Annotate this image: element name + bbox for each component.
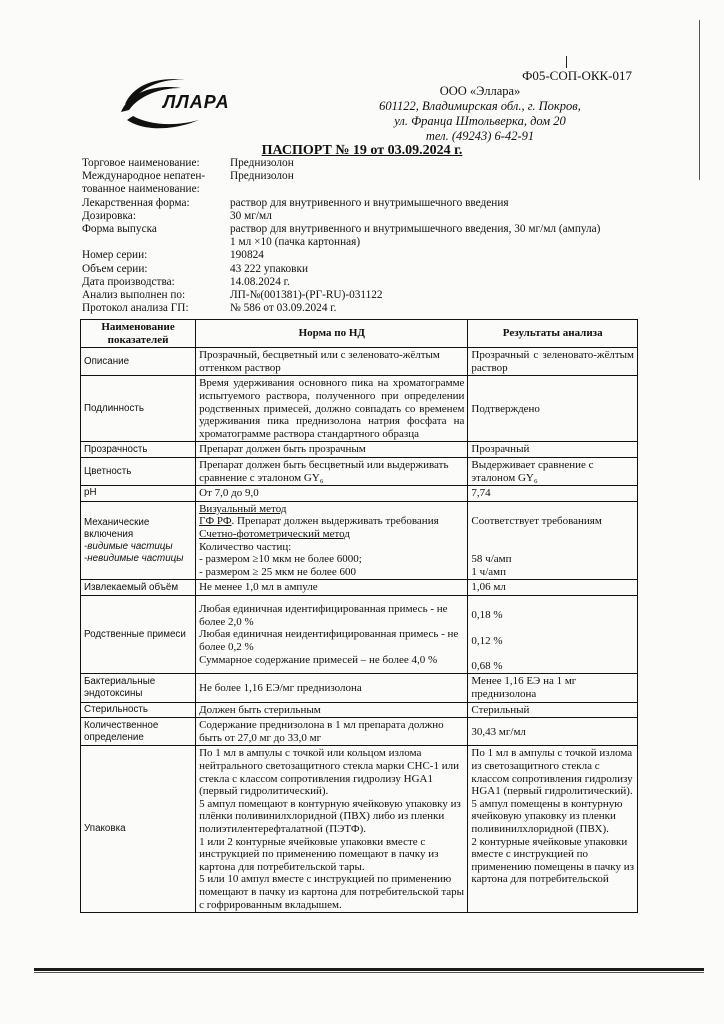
result-cell: Прозрачный с зеленовато-жёлтым раствор xyxy=(468,348,638,376)
meta-value: 43 222 упаковки xyxy=(230,262,309,275)
analysis-table xyxy=(80,319,638,913)
result-cell xyxy=(468,595,638,674)
result-packaging-p2: 5 ампул помещены в контурную ячейковую упаковку из пленки поливинилхлоридной (ПВХ). xyxy=(471,797,623,835)
norm-cell xyxy=(196,501,468,580)
norm-packaging-p3: 1 или 2 контурные ячейковые упаковки вместе с инструкцией по применению помещают в пачку из картона для потребительской тары. xyxy=(199,835,439,873)
meta-value: Преднизолон xyxy=(230,157,294,169)
table-header-row xyxy=(81,320,638,348)
scan-bottom-edge xyxy=(34,968,704,971)
norm-cell xyxy=(196,746,468,913)
indicator-cell: Подлинность xyxy=(81,376,196,442)
result-cell: Выдерживает сравнение с эталоном GY₆ xyxy=(468,457,638,485)
result-impurity-unidentified: 0,12 % xyxy=(471,634,503,647)
meta-value xyxy=(230,183,682,196)
header-norm: Норма по НД xyxy=(196,320,468,348)
norm-packaging-p1: По 1 мл в ампулы с точкой или кольцом излома нейтрального светозащитного стекла марки СНС-1 или стекла с классом сопротивления гидролизу HGA1 (первый гидролитический). xyxy=(199,747,459,798)
indicator-cell: Стерильность xyxy=(81,702,196,718)
company-address-line-2: ул. Франца Штольверка, дом 20 xyxy=(394,114,566,128)
company-phone: тел. (49243) 6-42-91 xyxy=(425,129,535,143)
meta-value: № 586 от 03.09.2024 г. xyxy=(230,302,337,315)
scan-mark xyxy=(566,56,567,68)
meta-label: Номер серии: xyxy=(82,249,148,262)
result-cell: Стерильный xyxy=(468,702,638,718)
meta-label: Дата производства: xyxy=(82,275,175,288)
norm-cell: Время удерживания основного пика на хроматограмме испытуемого раствора, полученного при определении родственных примесей, должно совпадать со временем удерживания пика преднизолона натрия фосфата на хроматограмме раствора стандартного образца xyxy=(196,376,468,442)
meta-row xyxy=(82,183,682,196)
meta-label xyxy=(82,236,230,249)
table-row xyxy=(81,580,638,596)
result-size-25: 1 ч/амп xyxy=(471,565,506,578)
norm-impurity-identified: Любая единичная идентифицированная примесь - не более 2,0 % xyxy=(199,603,448,628)
meta-row xyxy=(82,302,682,315)
indicator-cell: Цветность xyxy=(81,457,196,485)
meta-label: Лекарственная форма: xyxy=(82,196,190,209)
meta-row xyxy=(82,236,682,249)
indicator-sub-visible: -видимые частицы xyxy=(84,540,173,552)
indicator-cell: Количественное определение xyxy=(81,718,196,746)
meta-row xyxy=(82,157,682,170)
norm-packaging-p4: 5 или 10 ампул вместе с инструкцией по применению помещают в пачку из картона для потребительской тары с гофрированным вкладышем. xyxy=(199,873,465,911)
meta-value: раствор для внутривенного и внутримышечного введения, 30 мг/мл (ампула) xyxy=(230,223,601,236)
result-cell: Подтверждено xyxy=(468,376,638,442)
meta-row xyxy=(82,263,682,276)
result-packaging-p1: По 1 мл в ампулы с точкой излома из светозащитного стекла с классом сопротивления гидролизу HGA1 (первый гидролитический). xyxy=(471,747,633,798)
table-row xyxy=(81,457,638,485)
meta-value: 30 мг/мл xyxy=(230,209,272,222)
norm-impurity-total: Суммарное содержание примесей – не более 4,0 % xyxy=(199,653,438,666)
table-row xyxy=(81,718,638,746)
indicator-cell: pH xyxy=(81,486,196,502)
table-row xyxy=(81,501,638,580)
norm-cell: Содержание преднизолона в 1 мл препарата должно быть от 27,0 мг до 33,0 мг xyxy=(196,718,468,746)
meta-label: Анализ выполнен по: xyxy=(82,289,186,302)
norm-packaging-p2: 5 ампул помещают в контурную ячейковую упаковку из плёнки поливинилхлоридной (ПВХ) либо из пленки полиэтилентерефталатной (ПЭТФ). xyxy=(199,797,461,835)
result-impurity-identified: 0,18 % xyxy=(471,609,503,622)
meta-label: Объем серии: xyxy=(82,262,148,275)
meta-label: Протокол анализа ГП: xyxy=(82,302,189,315)
norm-impurity-unidentified: Любая единичная неидентифицированная примесь - не более 0,2 % xyxy=(199,628,459,653)
norm-gf-prefix: ГФ РФ xyxy=(199,515,232,528)
meta-label: Международное непатен- xyxy=(82,170,206,183)
table-row xyxy=(81,674,638,702)
norm-cell: Препарат должен быть прозрачным xyxy=(196,442,468,458)
meta-label: Форма выпуска xyxy=(82,223,157,236)
table-row xyxy=(81,376,638,442)
table-row xyxy=(81,486,638,502)
meta-value: 14.08.2024 г. xyxy=(230,275,290,288)
indicator-sub-invisible: -невидимые частицы xyxy=(84,552,184,564)
indicator-cell: Описание xyxy=(81,348,196,376)
meta-row xyxy=(82,249,682,262)
meta-label: тованное наименование: xyxy=(82,183,200,196)
norm-count-label: Количество частиц: xyxy=(199,540,292,553)
result-cell xyxy=(468,501,638,580)
passport-title: ПАСПОРТ № 19 от 03.09.2024 г. xyxy=(261,143,463,158)
meta-row xyxy=(82,210,682,223)
norm-gf-rest: . Препарат должен выдерживать требования xyxy=(231,515,439,528)
indicator-cell xyxy=(81,501,196,580)
company-block xyxy=(370,84,590,144)
norm-method-visual: Визуальный метод xyxy=(199,502,287,515)
meta-row xyxy=(82,170,682,183)
meta-value: ЛП-№(001381)-(РГ-RU)-031122 xyxy=(230,289,383,302)
result-cell: 1,06 мл xyxy=(468,580,638,596)
table-row xyxy=(81,348,638,376)
company-address-line-1: 601122, Владимирская обл., г. Покров, xyxy=(379,99,581,113)
result-cell: Менее 1,16 ЕЭ на 1 мг преднизолона xyxy=(468,674,638,702)
form-code: Ф05-СОП-ОКК-017 xyxy=(522,68,632,83)
norm-size-10: - размером ≥10 мкм не более 6000; xyxy=(199,553,362,566)
norm-cell: Прозрачный, бесцветный или с зеленовато-жёлтым оттенком раствор xyxy=(196,348,468,376)
norm-gf-line xyxy=(199,515,464,528)
norm-cell: Не менее 1,0 мл в ампуле xyxy=(196,580,468,596)
norm-cell: От 7,0 до 9,0 xyxy=(196,486,468,502)
meta-row xyxy=(82,197,682,210)
result-packaging-p3: 2 контурные ячейковые упаковки вместе с инструкцией по применению помещены в пачку из картона для потребительской xyxy=(471,835,634,886)
meta-label: Дозировка: xyxy=(82,209,136,222)
norm-size-25: - размером ≥ 25 мкм не более 600 xyxy=(199,565,356,578)
indicator-cell: Прозрачность xyxy=(81,442,196,458)
norm-cell: Не более 1,16 ЕЭ/мг преднизолона xyxy=(196,674,468,702)
result-cell: 30,43 мг/мл xyxy=(468,718,638,746)
meta-value: 190824 xyxy=(230,249,264,262)
indicator-cell: Извлекаемый объём xyxy=(81,580,196,596)
meta-value: 1 мл ×10 (пачка картонная) xyxy=(230,236,361,249)
result-cell xyxy=(468,746,638,913)
norm-cell: Должен быть стерильным xyxy=(196,702,468,718)
result-cell: 7,74 xyxy=(468,486,638,502)
indicator-cell: Бактериальные эндотоксины xyxy=(81,674,196,702)
meta-row xyxy=(82,276,682,289)
company-name: ООО «Эллара» xyxy=(439,84,521,98)
header-indicator: Наименование показателей xyxy=(81,320,196,348)
logo-text: ЛЛАРА xyxy=(163,92,230,112)
meta-value: Преднизолон xyxy=(230,170,294,183)
passport-metadata xyxy=(82,157,682,315)
header-result: Результаты анализа xyxy=(468,320,638,348)
result-size-10: 58 ч/амп xyxy=(471,553,512,566)
norm-cell: Препарат должен быть бесцветный или выдерживать сравнение с эталоном GY₆ xyxy=(196,457,468,485)
table-row xyxy=(81,595,638,674)
meta-label: Торговое наименование: xyxy=(82,157,200,169)
indicator-cell: Упаковка xyxy=(81,746,196,913)
norm-cell xyxy=(196,595,468,674)
indicator-cell: Родственные примеси xyxy=(81,595,196,674)
meta-row xyxy=(82,223,682,236)
indicator-name: Механические включения xyxy=(84,516,150,540)
result-impurity-total: 0,68 % xyxy=(471,659,503,672)
result-visible: Соответствует требованиям xyxy=(471,515,602,528)
table-row xyxy=(81,746,638,913)
norm-method-count: Счетно-фотометрический метод xyxy=(199,527,350,540)
result-cell: Прозрачный xyxy=(468,442,638,458)
table-row xyxy=(81,702,638,718)
meta-row xyxy=(82,289,682,302)
table-row xyxy=(81,442,638,458)
meta-value: раствор для внутривенного и внутримышечного введения xyxy=(230,196,509,209)
scan-bottom-edge-shadow xyxy=(34,972,704,973)
